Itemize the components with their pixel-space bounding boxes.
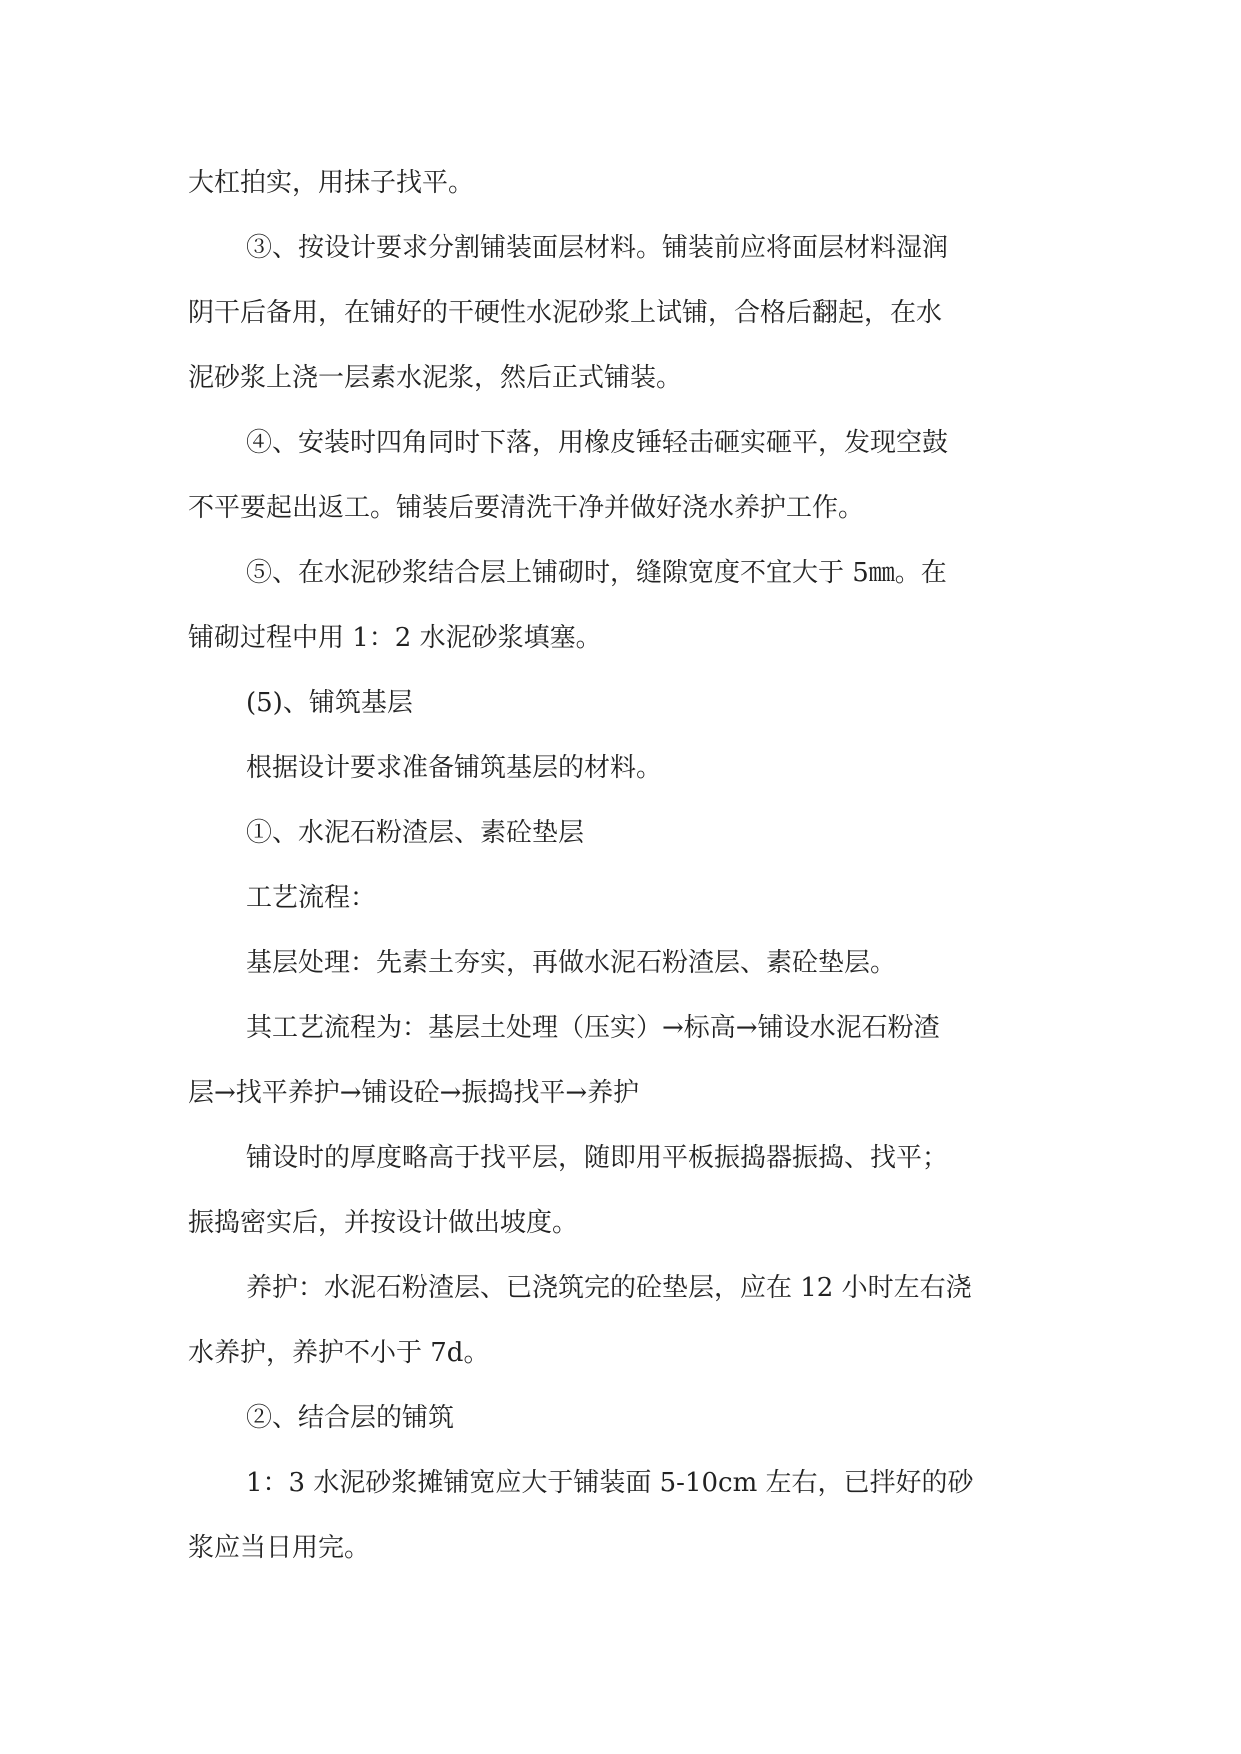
text-line: 大杠拍实，用抹子找平。 (188, 168, 475, 198)
subsection-heading: ①、水泥石粉渣层、素砼垫层 (246, 818, 585, 848)
text-line: 水养护，养护不小于 7d。 (188, 1338, 490, 1368)
text-line: ⑤、在水泥砂浆结合层上铺砌时，缝隙宽度不宜大于 5㎜。在 (246, 558, 947, 588)
document-body (188, 151, 1050, 1581)
text-line: 铺设时的厚度略高于找平层，随即用平板振捣器振捣、找平； (246, 1143, 949, 1173)
text-line: 1：3 水泥砂浆摊铺宽应大于铺装面 5-10cm 左右，已拌好的砂 (246, 1468, 974, 1498)
text-line: 基层处理：先素土夯实，再做水泥石粉渣层、素砼垫层。 (246, 948, 897, 978)
text-line: ④、安装时四角同时下落，用橡皮锤轻击砸实砸平，发现空鼓 (246, 428, 949, 458)
text-line: 工艺流程： (246, 883, 377, 913)
text-line: 其工艺流程为：基层土处理（压实）→标高→铺设水泥石粉渣 (246, 1013, 940, 1043)
text-line: 振捣密实后，并按设计做出坡度。 (188, 1208, 579, 1238)
text-line: 层→找平养护→铺设砼→振捣找平→养护 (188, 1078, 640, 1108)
section-heading: (5)、铺筑基层 (246, 688, 413, 718)
text-line: 不平要起出返工。铺装后要清洗干净并做好浇水养护工作。 (188, 493, 865, 523)
text-line: ③、按设计要求分割铺装面层材料。铺装前应将面层材料湿润 (246, 233, 949, 263)
text-line: 养护：水泥石粉渣层、已浇筑完的砼垫层，应在 12 小时左右浇 (246, 1273, 972, 1303)
text-line: 浆应当日用完。 (188, 1533, 371, 1563)
text-line: 铺砌过程中用 1：2 水泥砂浆填塞。 (188, 623, 602, 653)
text-line: 根据设计要求准备铺筑基层的材料。 (246, 753, 663, 783)
text-line: 泥砂浆上浇一层素水泥浆，然后正式铺装。 (188, 363, 683, 393)
text-line: 阴干后备用，在铺好的干硬性水泥砂浆上试铺，合格后翻起，在水 (188, 298, 943, 328)
subsection-heading: ②、结合层的铺筑 (246, 1403, 455, 1433)
